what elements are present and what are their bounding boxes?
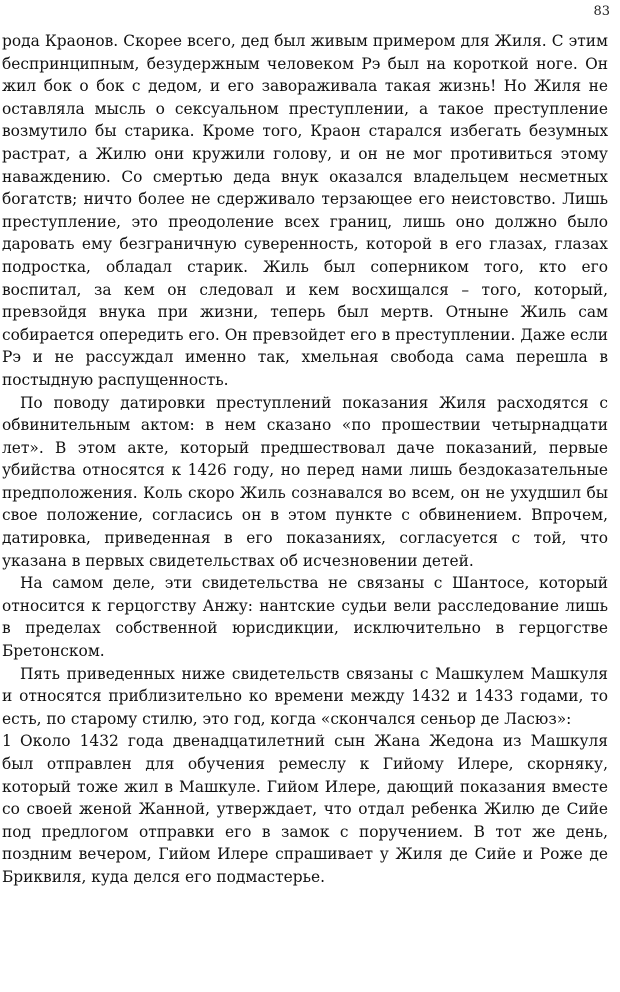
paragraph: рода Краонов. Скорее всего, дед был живым примером для Жиля. С этим беспринципным, безудержным человеком Рэ был на короткой ноге. Он жил бок о бок с дедом, и его завораживала такая жизнь! Но Жиля не оставляла мысль о сексуальном преступлении, а такое преступление возмутило бы старика. Кроме того, Краон старался избегать безумных растрат, а Жилю они кружили голову, и он не мог противиться этому наваждению. Со смертью деда внук оказался владельцем несметных богатств; ничто более не сдерживало терзающее его неистовство. Лишь преступление, это преодоление всех границ, лишь оно должно было даровать ему безграничную суверенность, которой в его глазах, глазах подростка, обладал старик. Жиль был соперником того, кто его воспитал, за кем он следовал и кем восхищался – того, который, превзойдя внука при жизни, теперь был мертв. Отныне Жиль сам собирается опередить его. Он превзойдет его в преступлении. Даже если Рэ и не рассуждал именно так, хмельная свобода сама перешла в постыдную распущенность. bbox=[2, 32, 608, 389]
paragraph: Пять приведенных ниже свидетельств связаны с Машкулем Машкуля и относятся приблизительно ко времени между 1432 и 1433 годами, то есть, по старому стилю, это год, когда «скончался сеньор де Ласюз»: bbox=[2, 664, 608, 728]
paragraph-number: 1 bbox=[2, 732, 12, 751]
paragraph-text: Около 1432 года двенадцатилетний сын Жана Жедона из Машкуля был отправлен для обучения ремеслу к Гийому Илере, скорняку, который тоже жил в Машкуле. Гийом Илере, дающий показания вместе со своей женой Жанной, утверждает, что отдал ребенка Жилю де Сийе под предлогом отправки его в замок с поручением. В тот же день, поздним вечером, Гийом Илере спрашивает у Жиля де Сийе и Роже де Бриквиля, куда делся его подмастерье. bbox=[2, 732, 608, 886]
page-number: 83 bbox=[593, 4, 610, 19]
page-body bbox=[2, 30, 608, 889]
paragraph: На самом деле, эти свидетельства не связаны с Шантосе, который относится к герцогству Анжу: нантские судьи вели расследование лишь в пределах собственной юрисдикции, исключительно в герцогстве Бретонском. bbox=[2, 574, 608, 661]
paragraph: По поводу датировки преступлений показания Жиля расходятся с обвинительным актом: в нем сказано «по прошествии четырнадцати лет». В этом акте, который предшествовал даче показаний, первые убийства относятся к 1426 году, но перед нами лишь бездоказательные предположения. Коль скоро Жиль сознавался во всем, он не ухудшил бы свое положение, согласись он в этом пункте с обвинением. Впрочем, датировка, приведенная в его показаниях, согласуется с той, что указана в первых свидетельствах об исчезновении детей. bbox=[2, 393, 608, 570]
numbered-paragraph bbox=[2, 730, 608, 888]
